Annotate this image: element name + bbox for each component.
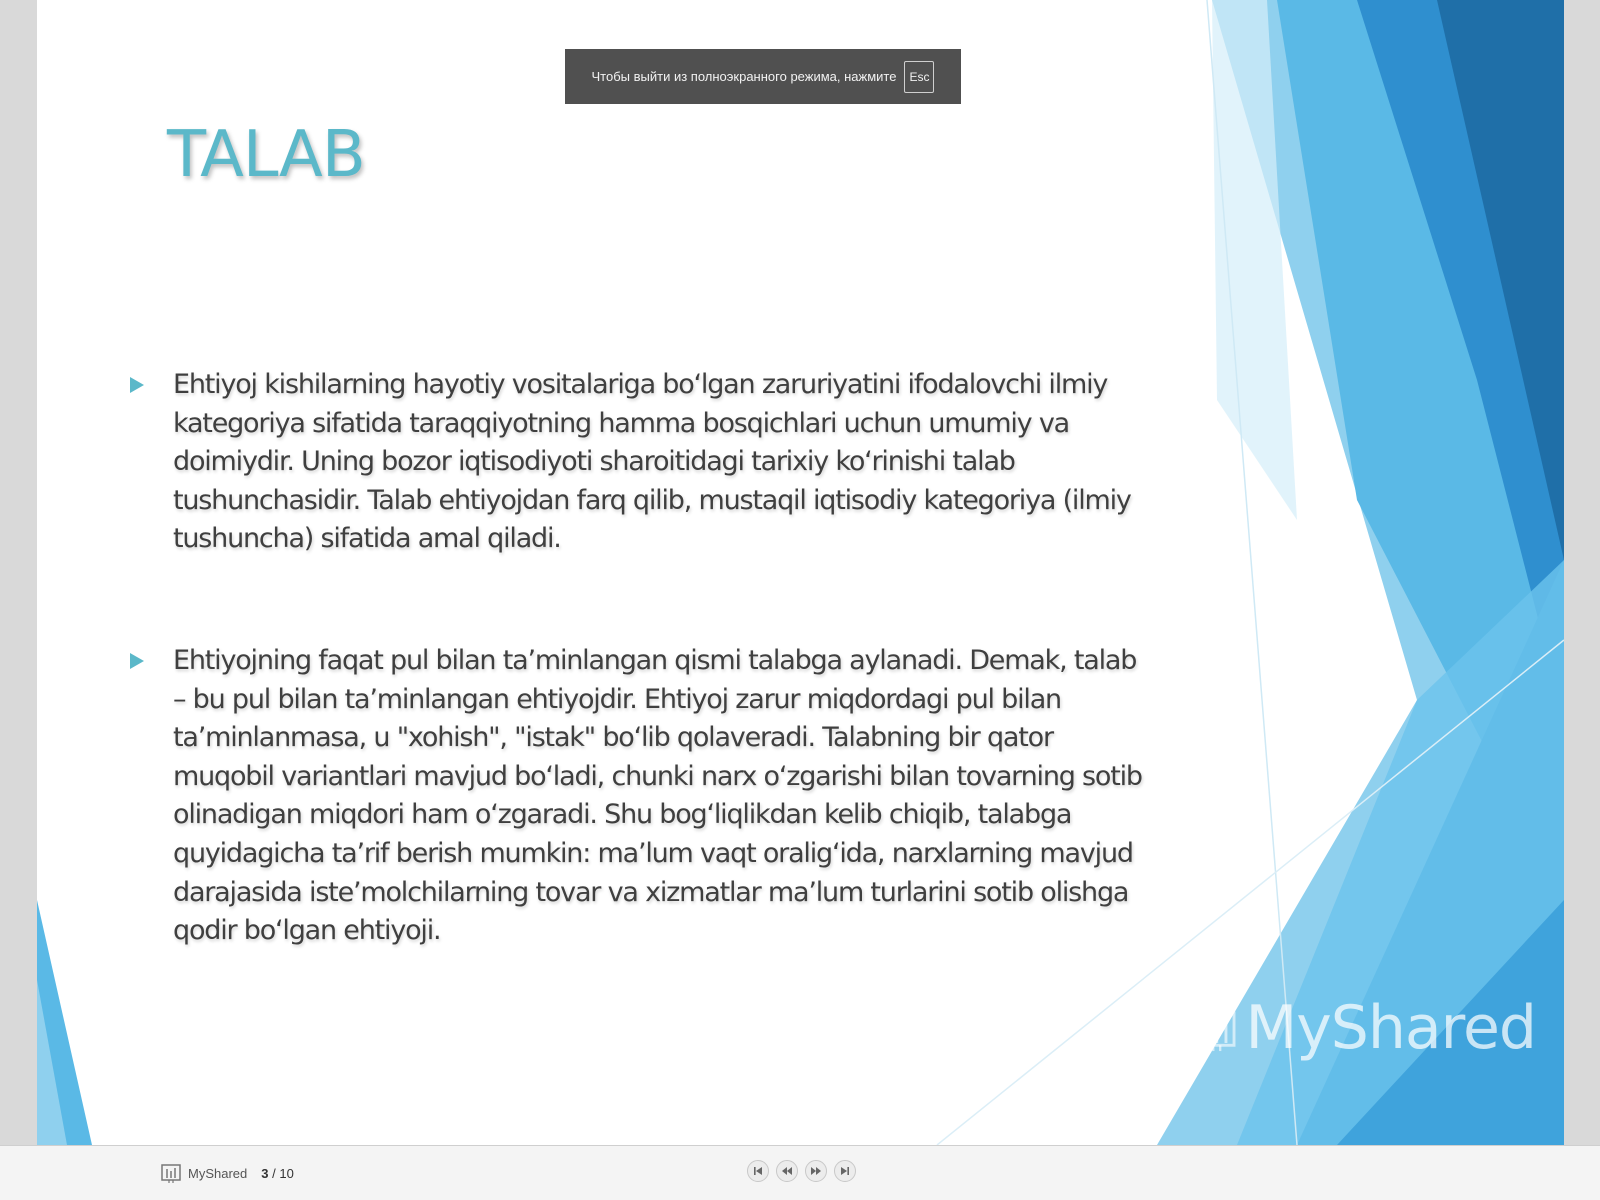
- previous-icon: [781, 1166, 793, 1176]
- triangle-bullet-icon: [129, 366, 173, 398]
- toolbar-brand: [160, 1162, 294, 1184]
- slide-navigation: [747, 1160, 856, 1182]
- last-slide-button[interactable]: [834, 1160, 856, 1182]
- bullet-item: [129, 366, 1149, 559]
- next-slide-button[interactable]: [805, 1160, 827, 1182]
- fullscreen-notice: [565, 49, 961, 104]
- viewer-toolbar: [0, 1145, 1600, 1200]
- fullscreen-notice-text: Чтобы выйти из полноэкранного режима, нажмите: [591, 69, 897, 84]
- next-icon: [810, 1166, 822, 1176]
- page-current: 3: [261, 1165, 269, 1181]
- myshared-watermark: [1196, 978, 1536, 1078]
- esc-key-badge: Esc: [904, 61, 934, 93]
- toolbar-brand-text[interactable]: MyShared: [188, 1165, 248, 1181]
- myshared-logo-icon: [1196, 988, 1237, 1068]
- page-total: / 10: [272, 1165, 294, 1181]
- slide-title: TALAB: [167, 118, 365, 192]
- skip-to-first-icon: [753, 1166, 763, 1176]
- bullet-item: [129, 642, 1149, 951]
- myshared-logo-icon[interactable]: [160, 1162, 182, 1184]
- bullet-text: Ehtiyojning faqat pul bilan ta’minlangan qismi talabga aylanadi. Demak, talab – bu pul bilan ta’minlangan ehtiyojdir. Ehtiyoj zarur miqdordagi pul bilan ta’minlanmasa, u "xohish", "istak" bo‘lib qolaveradi. Talabning bir qator muqobil variantlari mavjud bo‘ladi, chunki narx o‘zgarishi bilan tovarning sotib olinadigan miqdori ham o‘zgaradi. Shu bog‘liqlikdan kelib chiqib, talabga quyidagicha ta’rif berish mumkin: ma’lum vaqt oralig‘ida, narxlarning mavjud darajasida iste’molchilarning tovar va xizmatlar ma’lum turlarini sotib olishga qodir bo‘lgan ehtiyoji.: [173, 645, 1142, 947]
- previous-slide-button[interactable]: [776, 1160, 798, 1182]
- skip-to-last-icon: [840, 1166, 850, 1176]
- watermark-text: MyShared: [1245, 993, 1536, 1063]
- bullet-text: Ehtiyoj kishilarning hayotiy vositalariga bo‘lgan zaruriyatini ifodalovchi ilmiy kategoriya sifatida taraqqiyotning hamma bosqichlari uchun umumiy va doimiydir. Uning bozor iqtisodiyoti sharoitidagi tarixiy ko‘rinishi talab tushunchasidir. Talab ehtiyojdan farq qilib, mustaqil iqtisodiy kategoriya (ilmiy tushuncha) sifatida amal qiladi.: [173, 369, 1131, 555]
- first-slide-button[interactable]: [747, 1160, 769, 1182]
- triangle-bullet-icon: [129, 642, 173, 674]
- slide: [37, 0, 1564, 1145]
- page-counter: [261, 1166, 294, 1181]
